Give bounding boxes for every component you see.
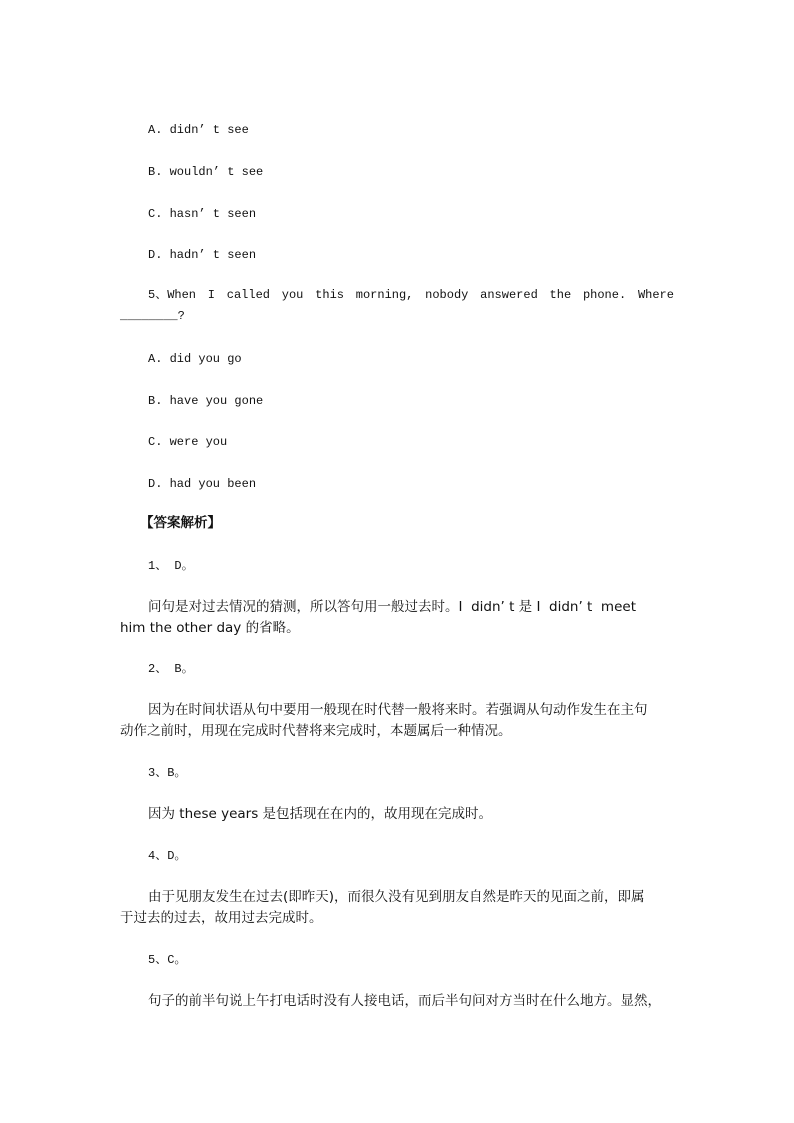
q5-word: 5、When	[148, 288, 197, 302]
q5-word: morning,	[355, 288, 414, 302]
answer-1-label: 1、 D。	[148, 559, 194, 573]
q5-word: answered	[480, 288, 538, 302]
q5-stem	[148, 285, 674, 305]
q5-word: this	[315, 288, 344, 302]
q5-word: you	[281, 288, 304, 302]
answer-4-label: 4、D。	[148, 849, 187, 863]
answer-2-text-line1: 因为在时间状语从句中要用一般现在时代替一般将来时。若强调从句动作发生在主句	[148, 702, 648, 718]
answer-4-text-line1: 由于见朋友发生在过去(即昨天)，而很久没有见到朋友自然是昨天的见面之前，即属	[148, 889, 645, 905]
q4-option-a: A. didn’ t see	[148, 123, 249, 137]
q5-option-a: A. did you go	[148, 352, 242, 366]
answer-5-label: 5、C。	[148, 953, 187, 967]
answer-1-text-line2: him the other day 的省略。	[120, 620, 300, 636]
q4-option-c: C. hasn’ t seen	[148, 207, 257, 221]
q5-blank: ________?	[120, 309, 185, 323]
answer-3-text: 因为 these years 是包括现在在内的，故用现在完成时。	[148, 806, 493, 822]
answer-4-text-line2: 于过去的过去，故用过去完成时。	[120, 910, 323, 926]
answer-3-label: 3、B。	[148, 766, 187, 780]
q5-word: the	[549, 288, 572, 302]
answer-1-text-line1: 问句是对过去情况的猜测，所以答句用一般过去时。I didn’ t 是 I didn’ t meet	[148, 599, 636, 615]
answer-2-text-line2: 动作之前时，用现在完成时代替将来完成时，本题属后一种情况。	[120, 723, 512, 739]
q4-option-d: D. hadn’ t seen	[148, 248, 257, 262]
q4-option-b: B. wouldn’ t see	[148, 165, 264, 179]
q5-word: called	[226, 288, 270, 302]
answer-5-text: 句子的前半句说上午打电话时没有人接电话，而后半句问对方当时在什么地方。显然，	[148, 993, 661, 1009]
q5-option-d: D. had you been	[148, 477, 257, 491]
q5-word: nobody	[425, 288, 469, 302]
q5-option-c: C. were you	[148, 435, 228, 449]
q5-word: phone.	[582, 288, 627, 302]
q5-word: I	[207, 288, 215, 302]
answers-heading: 【答案解析】	[140, 515, 221, 531]
q5-word: Where	[637, 288, 674, 302]
answer-2-label: 2、 B。	[148, 662, 194, 676]
q5-option-b: B. have you gone	[148, 394, 264, 408]
